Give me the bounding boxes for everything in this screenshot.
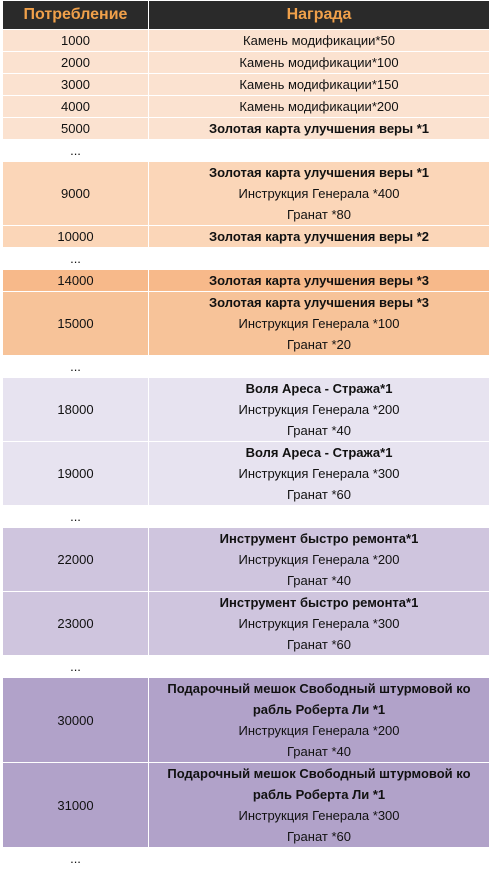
reward-line: Инструкция Генерала *300: [238, 466, 400, 481]
consumption-cell: ...: [3, 848, 149, 870]
table-header-row: [3, 1, 490, 30]
reward-cell: [149, 248, 490, 270]
reward-line: Инструкция Генерала *400: [238, 186, 400, 201]
consumption-cell: 15000: [3, 292, 149, 356]
table-body: [3, 30, 490, 870]
table-row: [3, 848, 490, 870]
header-consumption: Потребление: [3, 1, 149, 30]
reward-cell: [149, 30, 490, 52]
table-row: [3, 30, 490, 52]
reward-cell: [149, 592, 490, 656]
rewards-table: [2, 0, 490, 870]
consumption-cell: 18000: [3, 378, 149, 442]
table-row: [3, 118, 490, 140]
reward-line: Гранат *60: [287, 637, 351, 652]
reward-line: Инструмент быстро ремонта*1: [219, 531, 419, 546]
reward-line: Гранат *20: [287, 337, 351, 352]
reward-line: Золотая карта улучшения веры *3: [209, 295, 429, 310]
consumption-cell: ...: [3, 656, 149, 678]
table-row: [3, 528, 490, 592]
consumption-cell: 9000: [3, 162, 149, 226]
reward-cell: [149, 378, 490, 442]
reward-cell: [149, 270, 490, 292]
reward-cell: [149, 356, 490, 378]
reward-cell: [149, 140, 490, 162]
reward-line: Камень модификации*50: [243, 33, 395, 48]
table-row: [3, 592, 490, 656]
reward-cell: [149, 848, 490, 870]
table-row: [3, 763, 490, 848]
reward-line: Камень модификации*150: [239, 77, 399, 92]
consumption-cell: 19000: [3, 442, 149, 506]
table-row: [3, 678, 490, 763]
table-row: [3, 356, 490, 378]
reward-cell: [149, 52, 490, 74]
consumption-cell: 31000: [3, 763, 149, 848]
reward-line: Инструкция Генерала *200: [238, 402, 400, 417]
table-row: [3, 656, 490, 678]
reward-line: Гранат *40: [287, 573, 351, 588]
reward-cell: [149, 656, 490, 678]
consumption-cell: ...: [3, 248, 149, 270]
reward-cell: [149, 96, 490, 118]
reward-cell: [149, 678, 490, 763]
consumption-cell: 5000: [3, 118, 149, 140]
reward-line: Подарочный мешок Свободный штурмовой ко: [167, 766, 471, 781]
reward-cell: [149, 74, 490, 96]
table-row: [3, 96, 490, 118]
reward-cell: [149, 118, 490, 140]
reward-cell: [149, 528, 490, 592]
reward-line: Гранат *60: [287, 829, 351, 844]
reward-line: Гранат *40: [287, 423, 351, 438]
reward-line: Золотая карта улучшения веры *3: [209, 273, 429, 288]
consumption-cell: 30000: [3, 678, 149, 763]
table-row: [3, 378, 490, 442]
reward-cell: [149, 226, 490, 248]
consumption-cell: 3000: [3, 74, 149, 96]
reward-cell: [149, 292, 490, 356]
header-reward: Награда: [149, 1, 490, 30]
consumption-cell: 22000: [3, 528, 149, 592]
table-row: [3, 248, 490, 270]
consumption-cell: 23000: [3, 592, 149, 656]
consumption-cell: 10000: [3, 226, 149, 248]
table-row: [3, 442, 490, 506]
reward-line: Золотая карта улучшения веры *2: [209, 229, 429, 244]
reward-line: Гранат *60: [287, 487, 351, 502]
consumption-cell: 1000: [3, 30, 149, 52]
table-row: [3, 506, 490, 528]
table-row: [3, 52, 490, 74]
reward-line: рабль Роберта Ли *1: [252, 787, 386, 802]
reward-line: Воля Ареса - Стража*1: [245, 445, 393, 460]
reward-line: Золотая карта улучшения веры *1: [209, 121, 429, 136]
reward-line: Инструкция Генерала *200: [238, 723, 400, 738]
table-row: [3, 74, 490, 96]
consumption-cell: 14000: [3, 270, 149, 292]
table-row: [3, 140, 490, 162]
reward-line: Инструмент быстро ремонта*1: [219, 595, 419, 610]
reward-line: Золотая карта улучшения веры *1: [209, 165, 429, 180]
reward-cell: [149, 506, 490, 528]
reward-cell: [149, 162, 490, 226]
consumption-cell: 4000: [3, 96, 149, 118]
reward-line: Камень модификации*100: [239, 55, 399, 70]
reward-line: Инструкция Генерала *300: [238, 616, 400, 631]
table-row: [3, 162, 490, 226]
reward-cell: [149, 442, 490, 506]
reward-line: Инструкция Генерала *100: [238, 316, 400, 331]
reward-line: Инструкция Генерала *200: [238, 552, 400, 567]
consumption-cell: 2000: [3, 52, 149, 74]
reward-cell: [149, 763, 490, 848]
reward-line: Гранат *40: [287, 744, 351, 759]
table-row: [3, 292, 490, 356]
consumption-cell: ...: [3, 356, 149, 378]
consumption-cell: ...: [3, 506, 149, 528]
reward-line: Инструкция Генерала *300: [238, 808, 400, 823]
table-row: [3, 226, 490, 248]
reward-line: рабль Роберта Ли *1: [252, 702, 386, 717]
consumption-cell: ...: [3, 140, 149, 162]
table-row: [3, 270, 490, 292]
reward-line: Подарочный мешок Свободный штурмовой ко: [167, 681, 471, 696]
reward-line: Воля Ареса - Стража*1: [245, 381, 393, 396]
reward-line: Камень модификации*200: [239, 99, 399, 114]
reward-line: Гранат *80: [287, 207, 351, 222]
